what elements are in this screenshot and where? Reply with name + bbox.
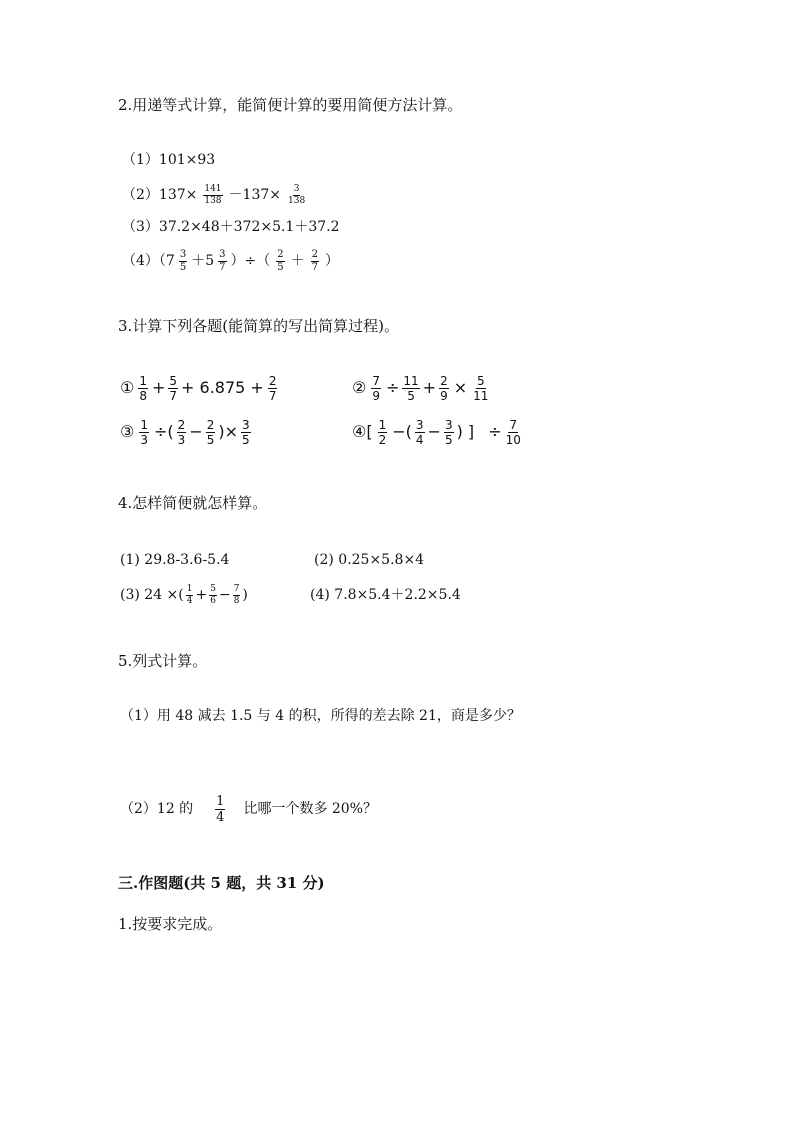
q2-part2 xyxy=(122,180,312,210)
q4-part4: (4) 7.8×5.4＋2.2×5.4 xyxy=(310,587,461,603)
fraction: $\frac{3}{5}$ xyxy=(241,417,250,447)
q2-part2-a: （2）137× xyxy=(122,187,198,203)
fraction: $\frac{3}{5}$ xyxy=(444,417,453,447)
fraction: $\frac{1}{3}$ xyxy=(140,417,148,447)
marker: ③ xyxy=(120,422,135,441)
fraction: $\frac{1}{4}$ xyxy=(216,793,225,825)
operator: ÷( xyxy=(153,422,174,441)
q4-part3-a: (3) 24 ×( xyxy=(120,587,184,603)
q2-part4 xyxy=(122,246,339,276)
q4-part1: (1) 29.8-3.6-5.4 xyxy=(120,552,230,568)
q2-part2-b: －137× xyxy=(228,187,281,203)
q2-part4-c: ）÷（ xyxy=(230,253,271,269)
fraction: $\frac{2}{7}$ xyxy=(311,248,318,273)
q2-part4-a: （4）（7 xyxy=(122,253,175,269)
q4-part2: (2) 0.25×5.8×4 xyxy=(314,552,425,568)
fraction: $\frac{2}{3}$ xyxy=(177,417,186,447)
q2-title: 2.用递等式计算，能简便计算的要用简便方法计算。 xyxy=(118,96,463,114)
fraction: $\frac{7}{10}$ xyxy=(505,417,521,447)
q4-part3-b: ) xyxy=(242,587,248,603)
fraction: $\frac{5}{7}$ xyxy=(169,373,178,403)
operator: − xyxy=(218,587,231,603)
q5-part1: （1）用 48 减去 1.5 与 4 的积，所得的差去除 21，商是多少？ xyxy=(120,708,521,724)
operator: − xyxy=(189,422,203,441)
fraction: $\frac{2}{7}$ xyxy=(268,373,277,403)
q5-part2-a: （2）12 的 xyxy=(120,801,194,817)
q2-part4-d: ＋ xyxy=(290,253,305,269)
operator: −( xyxy=(392,422,412,441)
q3-item4 xyxy=(352,416,525,448)
section3-title: 三.作图题(共 5 题，共 31 分) xyxy=(118,874,325,892)
operator: + xyxy=(422,378,437,397)
q3-item1 xyxy=(120,372,281,404)
q2-part3: （3）37.2×48＋372×5.1＋37.2 xyxy=(122,219,340,235)
q4-title: 4.怎样简便就怎样算。 xyxy=(118,494,268,512)
fraction: $\frac{1}{2}$ xyxy=(378,417,387,447)
fraction: $\frac{7}{8}$ xyxy=(233,583,240,606)
fraction: $\frac{5}{11}$ xyxy=(473,373,489,403)
q3-item3 xyxy=(120,416,254,448)
section3-q1: 1.按要求完成。 xyxy=(118,915,223,933)
fraction: $\frac{7}{9}$ xyxy=(372,373,380,403)
q2-part4-b: ＋5 xyxy=(191,253,215,269)
operator: + xyxy=(151,378,166,397)
fraction: $\frac{2}{9}$ xyxy=(440,373,448,403)
fraction: $\frac{3}{4}$ xyxy=(415,417,424,447)
marker: ① xyxy=(120,378,135,397)
operator: × xyxy=(453,378,468,397)
operator: − xyxy=(427,422,441,441)
fraction: $\frac{5}{6}$ xyxy=(210,583,216,606)
marker: ④[ xyxy=(352,422,373,441)
fraction: $\frac{3}{7}$ xyxy=(219,248,226,273)
operator: )× xyxy=(218,422,238,441)
fraction: $\frac{3}{138}$ xyxy=(288,183,306,206)
fraction: $\frac{2}{5}$ xyxy=(206,417,215,447)
q5-part2-b: 比哪一个数多 20%？ xyxy=(243,801,378,817)
q2-part4-e: ） xyxy=(324,253,339,269)
operator: ÷ xyxy=(385,378,400,397)
operator: ) ] xyxy=(456,422,475,441)
q5-part2 xyxy=(120,790,377,828)
fraction: $\frac{11}{5}$ xyxy=(403,373,419,403)
q2-part1: （1）101×93 xyxy=(122,152,216,168)
fraction: $\frac{3}{5}$ xyxy=(179,248,187,273)
operator: + xyxy=(195,587,208,603)
marker: ② xyxy=(352,378,367,397)
q5-title: 5.列式计算。 xyxy=(118,652,208,670)
q3-title: 3.计算下列各题(能简算的写出简算过程)。 xyxy=(118,317,400,335)
fraction: $\frac{141}{138}$ xyxy=(204,183,222,206)
operator: ÷ xyxy=(488,422,502,441)
fraction: $\frac{2}{5}$ xyxy=(277,248,284,273)
q4-part3 xyxy=(120,580,248,610)
q3-item2 xyxy=(352,372,492,404)
fraction: $\frac{1}{8}$ xyxy=(139,373,147,403)
operator: + 6.875 + xyxy=(181,378,264,397)
fraction: $\frac{1}{4}$ xyxy=(186,583,193,606)
